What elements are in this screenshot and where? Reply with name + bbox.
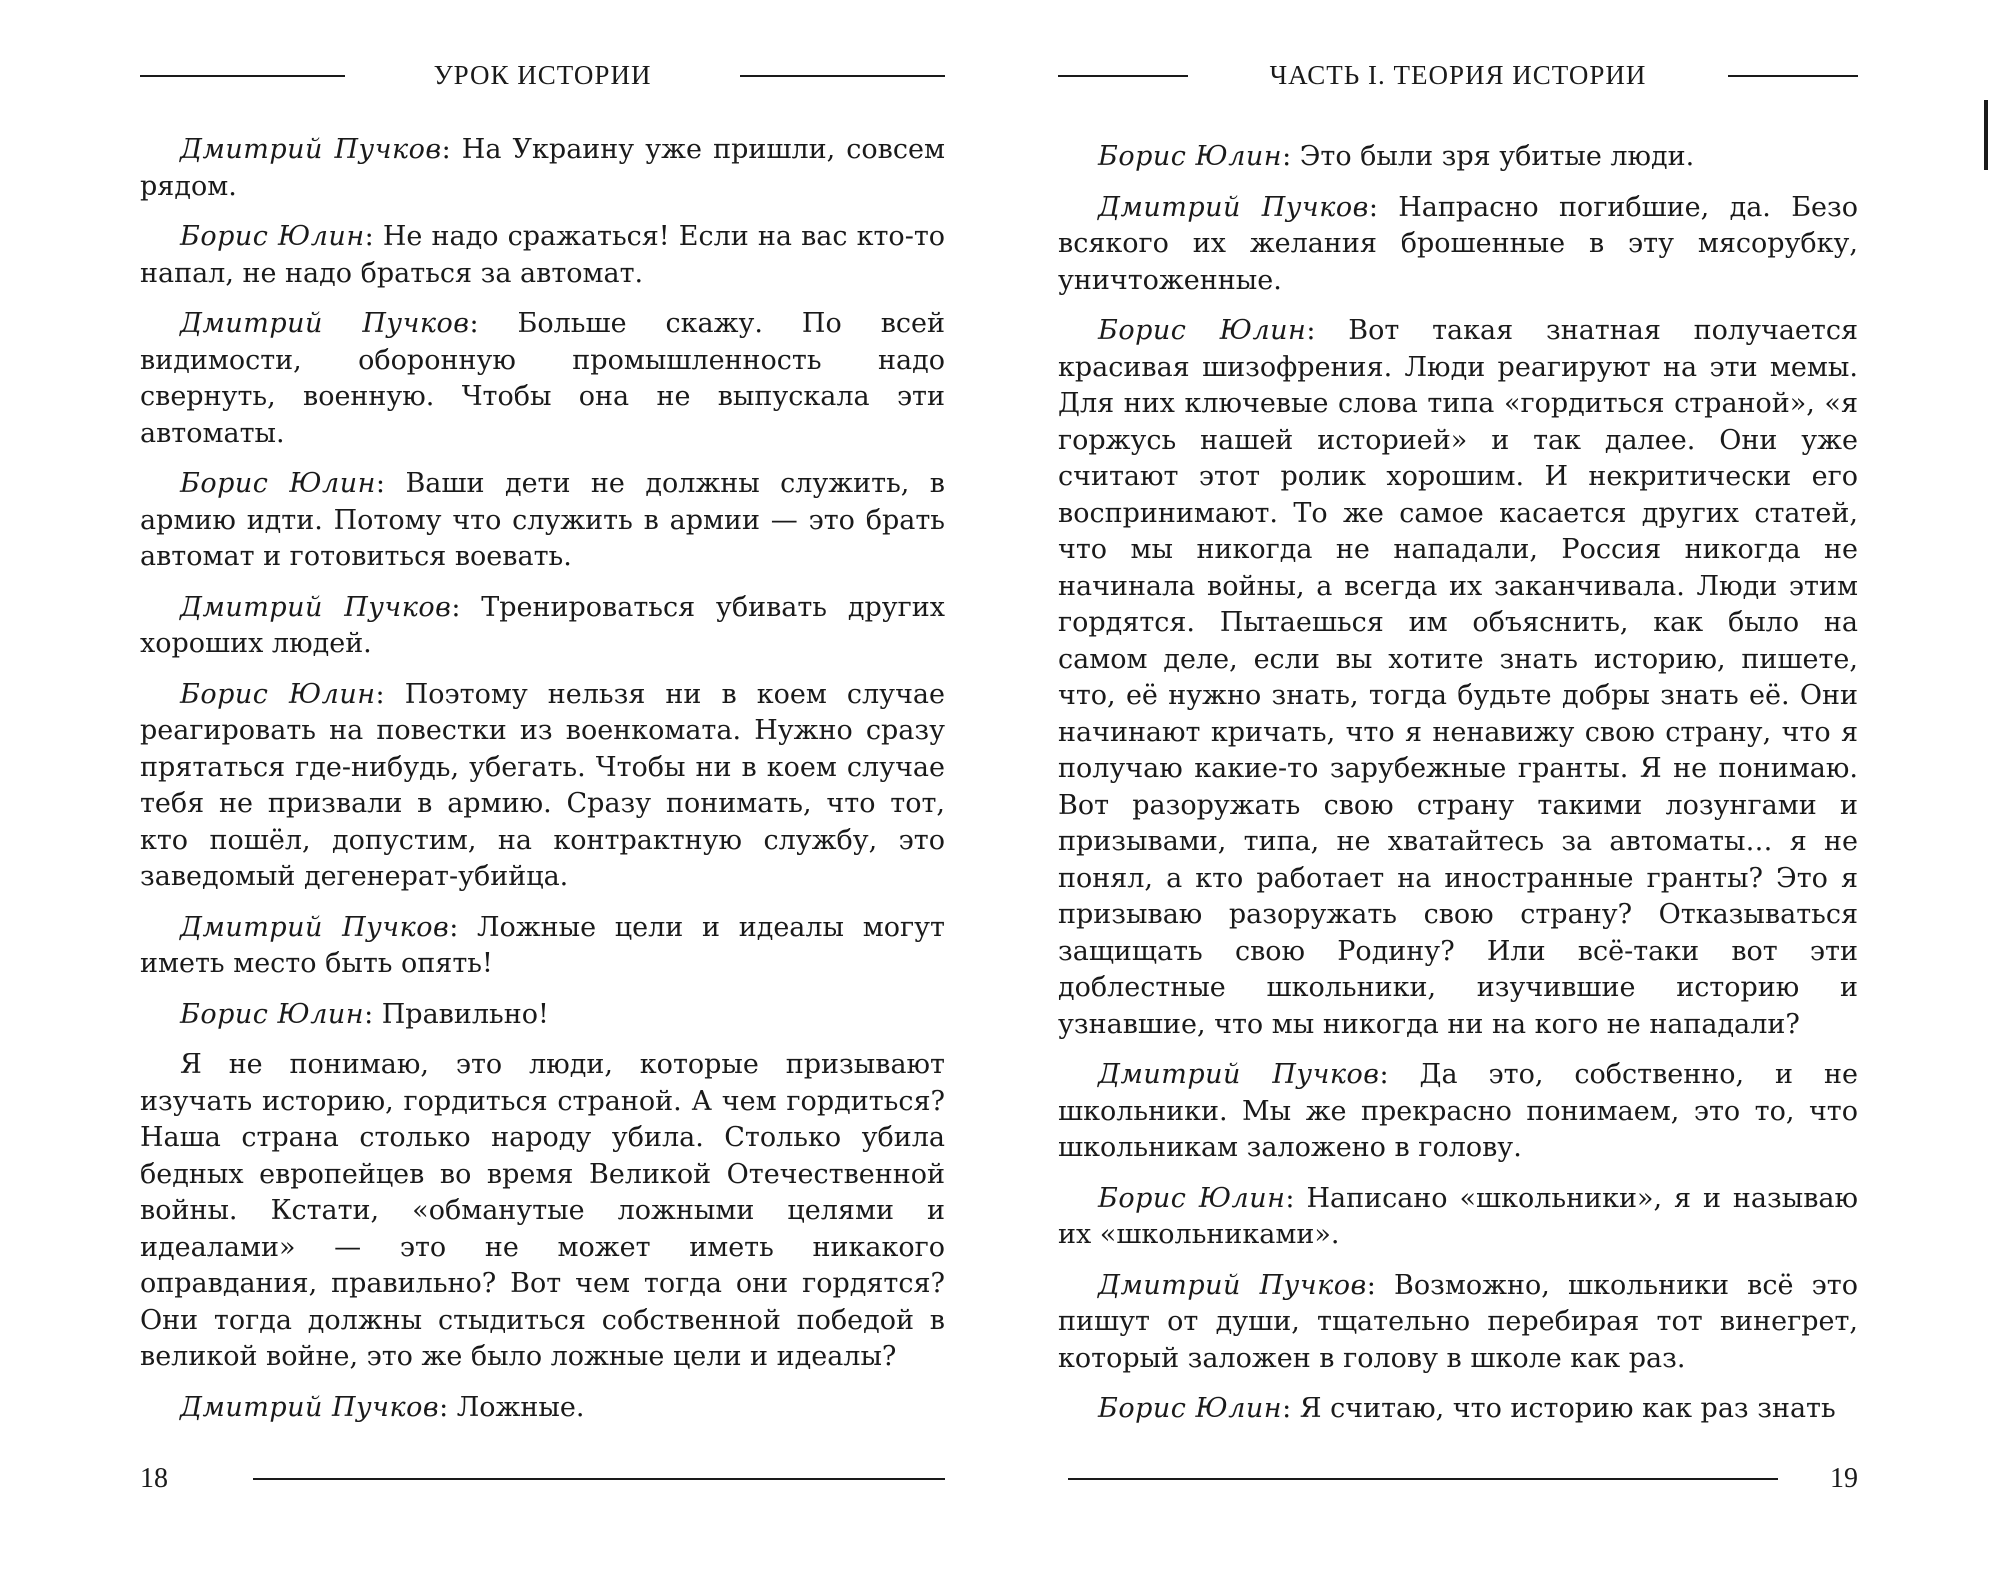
page-number-right: 19 [1830, 1463, 1858, 1494]
paragraph-text: : Написано «школьники», я и называю их «школьниками». [1058, 1182, 1858, 1250]
paragraph [1058, 190, 1858, 300]
speaker-name: Борис Юлин [180, 468, 376, 499]
paragraph [140, 910, 945, 983]
speaker-name: Борис Юлин [1098, 1182, 1286, 1214]
paragraph-text: : Да это, собственно, и не школьники. Мы же прекрасно понимаем, это то, что школьникам заложено в голову. [1058, 1059, 1858, 1163]
speaker-name: Дмитрий Пучков [180, 308, 470, 339]
right-head-rule-right [1728, 75, 1858, 77]
speaker-name: Дмитрий Пучков [180, 134, 442, 165]
paragraph-text: : Больше скажу. По всей видимости, оборонную промышленность надо свернуть, военную. Чтобы она не выпускала эти автоматы. [140, 308, 945, 449]
speaker-name: Борис Юлин [180, 221, 365, 252]
speaker-name: Борис Юлин [1098, 141, 1283, 172]
paragraph [1058, 313, 1858, 1043]
paragraph [1058, 1181, 1858, 1254]
left-folio [140, 1463, 945, 1495]
edge-mark [1984, 100, 1988, 170]
right-folio [1068, 1463, 1858, 1495]
paragraph-text: : Не надо сражаться! Если на вас кто-то напал, не надо браться за автомат. [140, 221, 946, 289]
speaker-name: Дмитрий Пучков [1098, 191, 1369, 223]
paragraph [140, 306, 945, 452]
speaker-name: Борис Юлин [1098, 315, 1307, 346]
paragraph [140, 1390, 945, 1427]
left-head-rule-left [140, 75, 345, 77]
right-body-text [1058, 139, 1858, 1442]
paragraph [140, 466, 945, 576]
paragraph-text: : Ваши дети не должны служить, в армию идти. Потому что служить в армии — это брать автомат и готовиться воевать. [140, 468, 945, 572]
paragraph-text: : Напрасно погибшие, да. Безо всякого их желания брошенные в эту мясорубку, уничтоженные. [1058, 191, 1858, 296]
paragraph-text: Я не понимаю, это люди, которые призывают изучать историю, гордиться страной. А чем гордиться? Наша страна столько народу убила. Столько убила бедных европейцев во время Великой Отечественной войны. Кстати, «обманутые ложными целями и идеалами» — это не может иметь никакого оправдания, правильно? Вот чем тогда они гордятся? Они тогда должны стыдиться собственной победой в великой войне, это же было ложные цели и идеалы? [140, 1049, 945, 1372]
paragraph [1058, 1057, 1858, 1167]
paragraph [140, 997, 945, 1034]
paragraph [140, 132, 945, 205]
speaker-name: Борис Юлин [1098, 1393, 1283, 1424]
left-body-text [140, 132, 945, 1440]
speaker-name: Дмитрий Пучков [180, 1391, 440, 1423]
paragraph [140, 590, 945, 663]
paragraph-text: : Я считаю, что историю как раз знать [1282, 1393, 1836, 1424]
speaker-name: Дмитрий Пучков [180, 591, 452, 623]
paragraph-text: : Ложные. [439, 1391, 585, 1423]
paragraph [140, 677, 945, 896]
right-head-rule-left [1058, 75, 1188, 77]
right-page [1000, 0, 1992, 1584]
left-head-rule-right [740, 75, 945, 77]
page-number-left: 18 [140, 1463, 168, 1494]
paragraph [1058, 1391, 1858, 1428]
paragraph-text: : Возможно, школьники всё это пишут от души, тщательно перебирая тот винегрет, который заложен в голову в школе как раз. [1058, 1269, 1858, 1374]
paragraph [140, 1047, 945, 1376]
speaker-name: Борис Юлин [180, 678, 376, 710]
paragraph-text: : Поэтому нельзя ни в коем случае реагировать на повестки из военкомата. Нужно сразу прятаться где-нибудь, убегать. Чтобы ни в коем случае тебя не призвали в армию. Сразу понимать, что тот, кто пошёл, допустим, на контрактную службу, это заведомый дегенерат-убийца. [140, 678, 945, 892]
right-running-head [1058, 60, 1858, 91]
left-running-head-title: УРОК ИСТОРИИ [433, 60, 652, 90]
paragraph-text: : Тренироваться убивать других хороших людей. [140, 591, 945, 659]
paragraph [1058, 1268, 1858, 1378]
right-foot-rule [1068, 1478, 1778, 1480]
paragraph-text: : Правильно! [364, 998, 549, 1030]
speaker-name: Дмитрий Пучков [1098, 1269, 1367, 1301]
right-running-head-title: ЧАСТЬ I. ТЕОРИЯ ИСТОРИИ [1269, 60, 1647, 90]
paragraph-text: : Это были зря убитые люди. [1282, 141, 1695, 172]
speaker-name: Дмитрий Пучков [180, 911, 450, 943]
paragraph-text: : На Украину уже пришли, совсем рядом. [140, 134, 945, 202]
speaker-name: Борис Юлин [180, 998, 365, 1030]
paragraph-text: : Вот такая знатная получается красивая шизофрения. Люди реагируют на эти мемы. Для них ключевые слова типа «гордиться страной», «я горжусь нашей историей» и так далее. Они уже считают этот ролик хорошим. И некритически его воспринимают. То же самое касается других статей, что мы никогда не нападали, Россия никогда не начинала войны, а всегда их заканчивала. Люди этим гордятся. Пытаешься им объяснить, как было на самом деле, если вы хотите знать историю, пишете, что, её нужно знать, тогда будьте добры знать её. Они начинают кричать, что я ненавижу свою страну, что я получаю какие-то зарубежные гранты. Я не понимаю. Вот разоружать свою страну такими лозунгами и призывами, типа, не хватайтесь за автоматы… я не понял, а кто работает на иностранные гранты? Это я призываю разоружать свою страну? Отказываться защищать свою Родину? Или всё-таки вот эти доблестные школьники, изучившие историю и узнавшие, что мы никогда ни на кого не нападали? [1058, 315, 1858, 1040]
left-page [0, 0, 990, 1584]
paragraph [1058, 139, 1858, 176]
left-foot-rule [253, 1478, 945, 1480]
speaker-name: Дмитрий Пучков [1098, 1059, 1380, 1090]
left-running-head [140, 60, 945, 91]
paragraph [140, 219, 945, 292]
paragraph-text: : Ложные цели и идеалы могут иметь место быть опять! [140, 911, 945, 979]
